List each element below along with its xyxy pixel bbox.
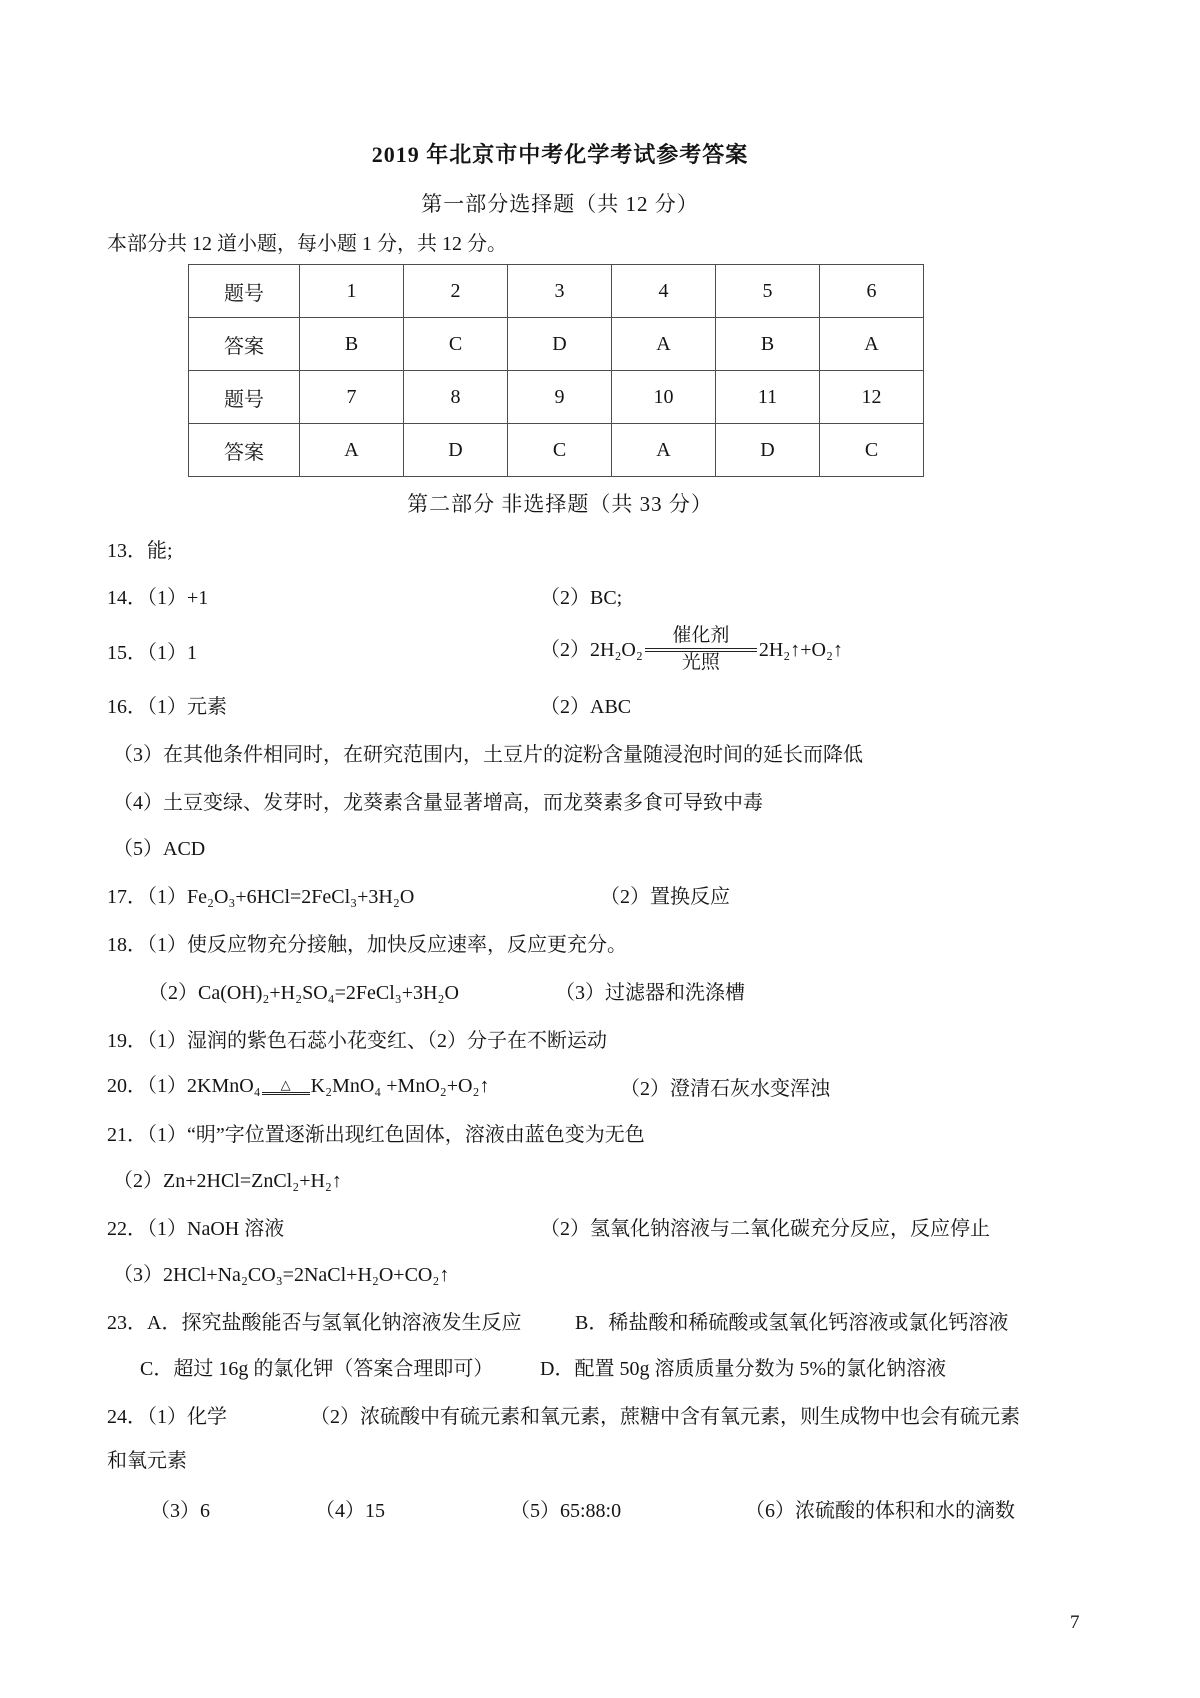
answer-18-part1: 18．（1）使反应物充分接触，加快反应速率，反应更充分。 xyxy=(107,934,627,956)
answer-table-cell: 4 xyxy=(612,265,716,318)
answer-table xyxy=(188,264,924,477)
answer-table-row xyxy=(189,318,924,371)
answer-table-cell: 5 xyxy=(716,265,820,318)
answer-17-part2: （2）置换反应 xyxy=(600,886,730,908)
answer-table-cell: C xyxy=(820,424,924,477)
answer-table-cell: 1 xyxy=(300,265,404,318)
answer-21-part1: 21．（1）“明”字位置逐渐出现红色固体，溶液由蓝色变为无色 xyxy=(107,1124,645,1146)
answer-table-cell: 2 xyxy=(404,265,508,318)
answer-table-cell: 题号 xyxy=(189,265,300,318)
answer-table-cell: A xyxy=(612,318,716,371)
answer-table-cell: C xyxy=(404,318,508,371)
answer-table-cell: A xyxy=(300,424,404,477)
answer-16-part5: （5）ACD xyxy=(113,838,206,860)
answer-18-part3: （3）过滤器和洗涤槽 xyxy=(555,982,745,1004)
answer-16-part3: （3）在其他条件相同时，在研究范围内，土豆片的淀粉含量随浸泡时间的延长而降低 xyxy=(113,744,863,766)
answer-table-cell: B xyxy=(716,318,820,371)
page-title: 2019 年北京市中考化学考试参考答案 xyxy=(371,142,749,167)
answer-table-cell: 答案 xyxy=(189,424,300,477)
page-number: 7 xyxy=(1070,1612,1080,1633)
answer-14-part1: 14．（1）+1 xyxy=(107,587,209,609)
part1-heading: 第一部分选择题（共 12 分） xyxy=(421,192,699,216)
answer-20-part2: （2）澄清石灰水变浑浊 xyxy=(620,1078,830,1100)
part1-intro: 本部分共 12 道小题，每小题 1 分，共 12 分。 xyxy=(107,233,507,255)
equation-reactant: （2）2H₂O₂ xyxy=(540,639,643,661)
catalyst-condition-label: 催化剂 xyxy=(672,625,730,647)
answer-22-part1: 22．（1）NaOH 溶液 xyxy=(107,1218,285,1240)
answer-18-part2: （2）Ca(OH)₂+H₂SO₄=2FeCl₃+3H₂O xyxy=(148,982,459,1004)
heat-condition-stack xyxy=(262,1078,310,1095)
answer-21-part2: （2）Zn+2HCl=ZnCl₂+H₂↑ xyxy=(113,1170,342,1192)
part2-heading: 第二部分 非选择题（共 33 分） xyxy=(407,492,713,516)
answer-table-cell: 7 xyxy=(300,371,404,424)
answer-24-part5: （5）65:88:0 xyxy=(510,1500,622,1522)
answer-23-option-d: D．配置 50g 溶质质量分数为 5%的氯化钠溶液 xyxy=(540,1358,947,1380)
answer-24-part2-continued: 和氧元素 xyxy=(107,1450,187,1472)
answer-table-cell: A xyxy=(612,424,716,477)
answer-table-cell: 3 xyxy=(508,265,612,318)
answer-table-cell: 6 xyxy=(820,265,924,318)
answer-table-cell: 8 xyxy=(404,371,508,424)
answer-23-option-b: B．稀盐酸和稀硫酸或氢氧化钙溶液或氯化钙溶液 xyxy=(575,1312,1009,1334)
equals-line xyxy=(262,1092,310,1095)
answer-13: 13．能; xyxy=(107,540,173,562)
answer-table-cell: A xyxy=(820,318,924,371)
answer-16-part4: （4）土豆变绿、发芽时，龙葵素含量显著增高，而龙葵素多食可导致中毒 xyxy=(113,792,763,814)
answer-24-part2: （2）浓硫酸中有硫元素和氧元素，蔗糖中含有氧元素，则生成物中也会有硫元素 xyxy=(310,1406,1020,1428)
answer-table-cell: D xyxy=(716,424,820,477)
answer-24-part6: （6）浓硫酸的体积和水的滴数 xyxy=(745,1500,1015,1522)
answer-table-row xyxy=(189,371,924,424)
answer-table-cell: D xyxy=(404,424,508,477)
answer-table-cell: 9 xyxy=(508,371,612,424)
answer-table-cell: 12 xyxy=(820,371,924,424)
equation-product: K₂MnO₄ +MnO₂+O₂↑ xyxy=(310,1075,490,1097)
answer-24-part4: （4）15 xyxy=(315,1500,385,1522)
answer-table-row xyxy=(189,265,924,318)
answer-table-cell: 10 xyxy=(612,371,716,424)
reaction-condition-fraction xyxy=(645,625,757,675)
answer-22-part2: （2）氢氧化钠溶液与二氧化碳充分反应，反应停止 xyxy=(540,1218,990,1240)
answer-15-part1: 15．（1）1 xyxy=(107,642,197,664)
answer-16-part2: （2）ABC xyxy=(540,696,632,718)
answer-table-cell: 题号 xyxy=(189,371,300,424)
equation-reactant: 20．（1）2KMnO₄ xyxy=(107,1075,261,1097)
light-condition-label: 光照 xyxy=(681,652,720,673)
answer-17-part1: 17．（1）Fe₂O₃+6HCl=2FeCl₃+3H₂O xyxy=(107,886,415,908)
answer-14-part2: （2）BC; xyxy=(540,587,623,609)
answer-table-row xyxy=(189,424,924,477)
answer-24-part1: 24．（1）化学 xyxy=(107,1406,227,1428)
answer-16-part1: 16．（1）元素 xyxy=(107,696,227,718)
answer-table-cell: B xyxy=(300,318,404,371)
answer-table-cell: D xyxy=(508,318,612,371)
equation-product: 2H₂↑+O₂↑ xyxy=(758,639,843,661)
answer-table-cell: 11 xyxy=(716,371,820,424)
answer-table-cell: C xyxy=(508,424,612,477)
answer-19: 19．（1）湿润的紫色石蕊小花变红、（2）分子在不断运动 xyxy=(107,1030,607,1052)
answer-22-part3: （3）2HCl+Na₂CO₃=2NaCl+H₂O+CO₂↑ xyxy=(113,1264,450,1286)
answer-20-equation xyxy=(107,1064,489,1108)
answer-23-option-c: C．超过 16g 的氯化钾（答案合理即可） xyxy=(140,1358,494,1380)
answer-23-option-a: 23．A．探究盐酸能否与氢氧化钠溶液发生反应 xyxy=(107,1312,522,1334)
heat-delta-icon: △ xyxy=(280,1076,291,1092)
answer-15-equation xyxy=(540,618,843,682)
answer-24-part3: （3）6 xyxy=(150,1500,210,1522)
answer-table-cell: 答案 xyxy=(189,318,300,371)
